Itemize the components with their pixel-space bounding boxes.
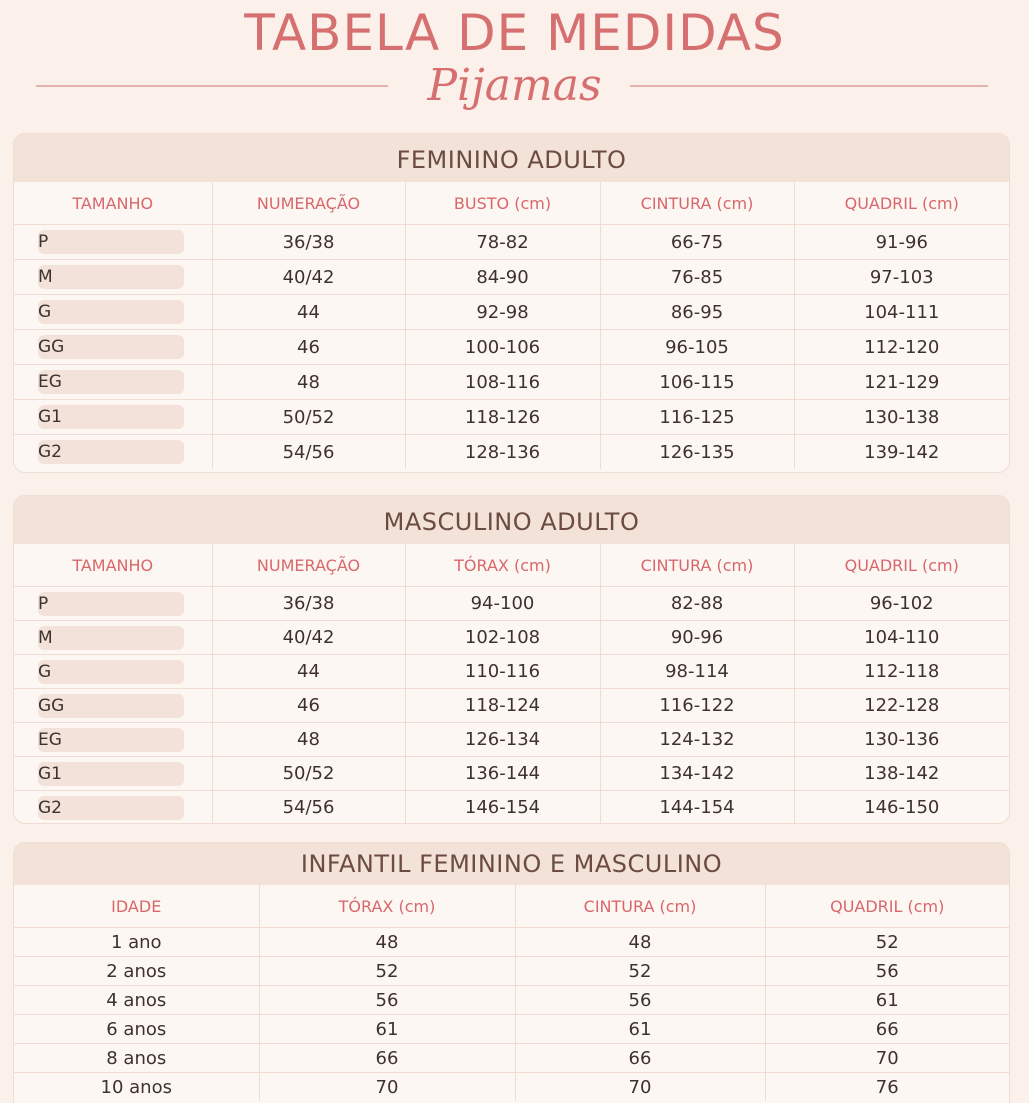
column-header: CINTURA (cm) [600, 544, 794, 587]
row-label-cell [14, 689, 212, 723]
column-header: IDADE [14, 885, 259, 928]
table-cell: 146-154 [405, 791, 600, 825]
infantil-section-title: INFANTIL FEMININO E MASCULINO [14, 843, 1009, 885]
feminino-section-title: FEMININO ADULTO [14, 134, 1009, 182]
table-cell: 52 [765, 928, 1009, 957]
feminino-table-section [13, 133, 1010, 473]
table-cell: 66 [259, 1044, 515, 1073]
row-label-cell [14, 365, 212, 400]
size-badge: P [38, 230, 184, 254]
table-cell: 36/38 [212, 587, 405, 621]
column-header: TÓRAX (cm) [259, 885, 515, 928]
column-header: CINTURA (cm) [600, 182, 794, 225]
column-header: QUADRIL (cm) [794, 182, 1009, 225]
table-cell: 66 [515, 1044, 765, 1073]
table-cell: 56 [515, 986, 765, 1015]
table-row [14, 365, 1009, 400]
size-badge: G2 [38, 440, 184, 464]
column-header: NUMERAÇÃO [212, 544, 405, 587]
table-cell: 70 [259, 1073, 515, 1102]
table-cell: 70 [765, 1044, 1009, 1073]
table-cell: 126-135 [600, 435, 794, 470]
column-header: TAMANHO [14, 182, 212, 225]
divider-right [630, 85, 988, 87]
table-row [14, 1015, 1009, 1044]
table-row [14, 689, 1009, 723]
row-label-cell: 6 anos [14, 1015, 259, 1044]
table-row [14, 957, 1009, 986]
table-cell: 54/56 [212, 435, 405, 470]
header [0, 0, 1029, 130]
size-badge: G1 [38, 762, 184, 786]
size-badge: EG [38, 728, 184, 752]
table-cell: 122-128 [794, 689, 1009, 723]
table-cell: 118-124 [405, 689, 600, 723]
table-row [14, 400, 1009, 435]
table-cell: 44 [212, 295, 405, 330]
table-cell: 136-144 [405, 757, 600, 791]
size-badge: M [38, 626, 184, 650]
table-cell: 96-102 [794, 587, 1009, 621]
column-header: TAMANHO [14, 544, 212, 587]
size-badge: G [38, 300, 184, 324]
table-cell: 130-138 [794, 400, 1009, 435]
row-label-cell [14, 723, 212, 757]
row-label-cell: 8 anos [14, 1044, 259, 1073]
table-cell: 66 [765, 1015, 1009, 1044]
table-cell: 56 [765, 957, 1009, 986]
table-cell: 112-118 [794, 655, 1009, 689]
table-cell: 104-111 [794, 295, 1009, 330]
table-cell: 61 [515, 1015, 765, 1044]
table-cell: 91-96 [794, 225, 1009, 260]
masculino-section-title: MASCULINO ADULTO [14, 496, 1009, 544]
infantil-table [14, 885, 1009, 1101]
column-header: NUMERAÇÃO [212, 182, 405, 225]
table-cell: 138-142 [794, 757, 1009, 791]
table-cell: 146-150 [864, 797, 940, 818]
row-label-cell: 2 anos [14, 957, 259, 986]
table-cell: 94-100 [405, 587, 600, 621]
feminino-table-body [14, 225, 1009, 470]
table-row [14, 1073, 1009, 1102]
table-cell: 61 [259, 1015, 515, 1044]
table-row [14, 295, 1009, 330]
table-cell: 54/56 [212, 791, 405, 825]
table-cell: 121-129 [794, 365, 1009, 400]
row-label-cell [14, 757, 212, 791]
table-cell: 48 [259, 928, 515, 957]
masculino-header-row [14, 544, 1009, 587]
table-cell: 76 [875, 1076, 899, 1098]
column-header: BUSTO (cm) [405, 182, 600, 225]
table-cell: 52 [259, 957, 515, 986]
table-row [14, 1044, 1009, 1073]
table-cell: 48 [515, 928, 765, 957]
table-cell: 76-85 [600, 260, 794, 295]
table-cell: 139-142 [864, 441, 940, 463]
size-badge: G1 [38, 405, 184, 429]
row-label-cell [14, 791, 212, 825]
table-cell: 104-110 [794, 621, 1009, 655]
table-row [14, 621, 1009, 655]
table-cell: 144-154 [600, 791, 794, 825]
table-cell: 110-116 [405, 655, 600, 689]
table-cell: 100-106 [405, 330, 600, 365]
row-label-cell [14, 225, 212, 260]
table-row [14, 757, 1009, 791]
table-row [14, 260, 1009, 295]
table-cell: 106-115 [600, 365, 794, 400]
table-cell: 128-136 [405, 435, 600, 470]
infantil-header-row [14, 885, 1009, 928]
table-cell: 84-90 [405, 260, 600, 295]
size-badge: P [38, 592, 184, 616]
table-cell: 102-108 [405, 621, 600, 655]
size-badge: G [38, 660, 184, 684]
size-badge: GG [38, 335, 184, 359]
table-cell: 36/38 [212, 225, 405, 260]
table-row [14, 655, 1009, 689]
row-label-cell: 4 anos [14, 986, 259, 1015]
table-cell: 40/42 [212, 621, 405, 655]
column-header: CINTURA (cm) [515, 885, 765, 928]
table-cell: 112-120 [794, 330, 1009, 365]
feminino-header-row [14, 182, 1009, 225]
table-cell: 40/42 [212, 260, 405, 295]
table-cell: 130-136 [794, 723, 1009, 757]
table-cell: 46 [212, 689, 405, 723]
table-row [14, 791, 1009, 825]
row-label-cell [14, 587, 212, 621]
row-label-cell: 1 ano [14, 928, 259, 957]
table-cell: 118-126 [405, 400, 600, 435]
table-cell: 92-98 [405, 295, 600, 330]
column-header: QUADRIL (cm) [794, 544, 1009, 587]
table-cell: 90-96 [600, 621, 794, 655]
table-cell: 70 [515, 1073, 765, 1102]
row-label-cell: 10 anos [14, 1073, 259, 1102]
table-cell: 116-122 [600, 689, 794, 723]
infantil-table-section [13, 842, 1010, 1103]
table-row [14, 587, 1009, 621]
table-row [14, 330, 1009, 365]
row-label-cell [14, 330, 212, 365]
masculino-table-section [13, 495, 1010, 824]
table-row [14, 225, 1009, 260]
column-header: TÓRAX (cm) [405, 544, 600, 587]
table-cell: 96-105 [600, 330, 794, 365]
table-cell: 48 [212, 365, 405, 400]
table-cell: 134-142 [600, 757, 794, 791]
table-cell: 66-75 [600, 225, 794, 260]
row-label-cell [14, 260, 212, 295]
table-cell: 56 [259, 986, 515, 1015]
table-cell: 82-88 [600, 587, 794, 621]
table-cell: 86-95 [600, 295, 794, 330]
table-cell: 116-125 [600, 400, 794, 435]
page-subtitle: Pijamas [427, 60, 602, 111]
table-row [14, 723, 1009, 757]
table-row [14, 986, 1009, 1015]
infantil-table-body [14, 928, 1009, 1102]
size-badge: G2 [38, 796, 184, 820]
masculino-table-body [14, 587, 1009, 825]
table-cell: 98-114 [600, 655, 794, 689]
table-cell: 46 [212, 330, 405, 365]
table-cell: 50/52 [212, 400, 405, 435]
table-cell: 78-82 [405, 225, 600, 260]
size-badge: M [38, 265, 184, 289]
table-cell: 50/52 [212, 757, 405, 791]
row-label-cell [14, 400, 212, 435]
table-row [14, 435, 1009, 470]
table-cell: 126-134 [405, 723, 600, 757]
row-label-cell [14, 655, 212, 689]
masculino-table [14, 544, 1009, 824]
table-cell: 124-132 [600, 723, 794, 757]
table-cell: 52 [515, 957, 765, 986]
table-cell: 108-116 [405, 365, 600, 400]
feminino-table [14, 182, 1009, 469]
table-cell: 97-103 [794, 260, 1009, 295]
table-cell: 48 [212, 723, 405, 757]
table-row [14, 928, 1009, 957]
table-cell: 44 [212, 655, 405, 689]
size-badge: GG [38, 694, 184, 718]
row-label-cell [14, 621, 212, 655]
row-label-cell [14, 435, 212, 470]
table-cell: 61 [765, 986, 1009, 1015]
row-label-cell [14, 295, 212, 330]
size-badge: EG [38, 370, 184, 394]
page-title: TABELA DE MEDIDAS [244, 4, 785, 62]
column-header: QUADRIL (cm) [765, 885, 1009, 928]
